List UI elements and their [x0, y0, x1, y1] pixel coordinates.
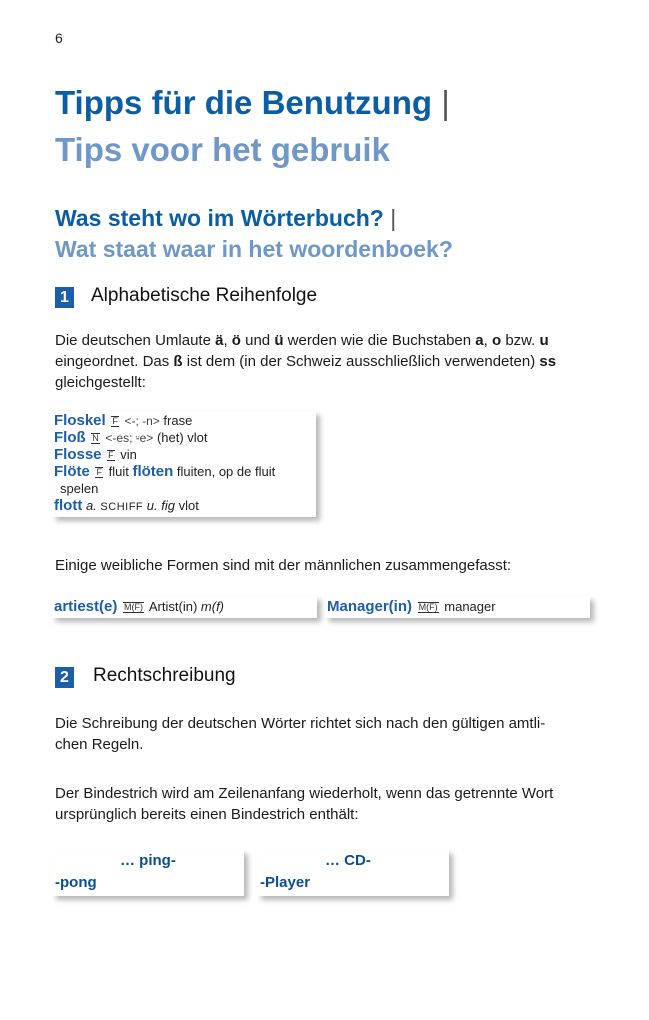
feminine-example-card: Manager(in) M(F) manager: [325, 596, 590, 618]
section2-para1-line2: chen Regeln.: [55, 736, 144, 753]
subtitle-separator: |: [390, 205, 397, 231]
dict-entry: Floskel F <-; -n> frase: [54, 412, 193, 429]
dict-entry: Flosse F vin: [54, 446, 137, 463]
section1-para-line3: gleichgestellt:: [55, 374, 146, 391]
section-number-2: 2: [55, 667, 74, 688]
section-title-2: Rechtschreibung: [93, 665, 236, 686]
section1-paragraph: [55, 330, 600, 393]
section-title-1: Alphabetische Reihenfolge: [91, 285, 318, 306]
dict-entry: Floß N <-es; ⸚e> (het) vlot: [54, 429, 208, 446]
section-number-1: 1: [55, 287, 74, 308]
hyphenation-example-card: [257, 850, 449, 896]
dictionary-sample-card: [52, 411, 316, 517]
section2-para2-line1: Der Bindestrich wird am Zeilenanfang wiederholt, wenn das getrennte Wort: [55, 785, 554, 802]
hyphenation-example-card: [52, 850, 244, 896]
page-title-german: [55, 84, 450, 122]
section1-para-line2: eingeordnet. Das ß ist dem (in der Schweiz ausschließlich verwendeten) ss: [55, 353, 557, 370]
section2-paragraph-1: [55, 713, 600, 755]
dict-entry-continuation: spelen: [60, 481, 99, 496]
title-separator: |: [441, 84, 450, 121]
subtitle-german: [55, 205, 396, 232]
hyphenation-line-start: -Player: [260, 874, 311, 891]
title-de-text: Tipps für die Benutzung: [55, 84, 433, 121]
hyphenation-line-start: -pong: [55, 874, 97, 891]
dict-entry: flott a. SCHIFF u. fig vlot: [54, 497, 199, 514]
page-title-dutch: Tips voor het gebruik: [55, 131, 390, 168]
feminine-example-card: artiest(e) M(F) Artist(in) m(f): [52, 596, 317, 618]
section2-para2-line2: ursprünglich bereits einen Bindestrich enthält:: [55, 806, 359, 823]
section2-paragraph-2: [55, 783, 600, 825]
dict-entry: Flöte F fluit flöten fluiten, op de fluit: [54, 463, 276, 480]
page-number: 6: [55, 30, 63, 46]
subtitle-dutch: Wat staat waar in het woordenboek?: [55, 236, 453, 262]
section1-para-line1: Die deutschen Umlaute ä, ö und ü werden wie die Buchstaben a, o bzw. u: [55, 332, 549, 349]
hyphenation-line-end: … CD-: [325, 852, 371, 869]
feminine-forms-intro: Einige weibliche Formen sind mit der männlichen zusammengefasst:: [55, 557, 512, 574]
section2-para1-line1: Die Schreibung der deutschen Wörter richtet sich nach den gültigen amtli-: [55, 715, 546, 732]
subtitle-de-text: Was steht wo im Wörterbuch?: [55, 205, 384, 231]
hyphenation-line-end: … ping-: [120, 852, 176, 869]
